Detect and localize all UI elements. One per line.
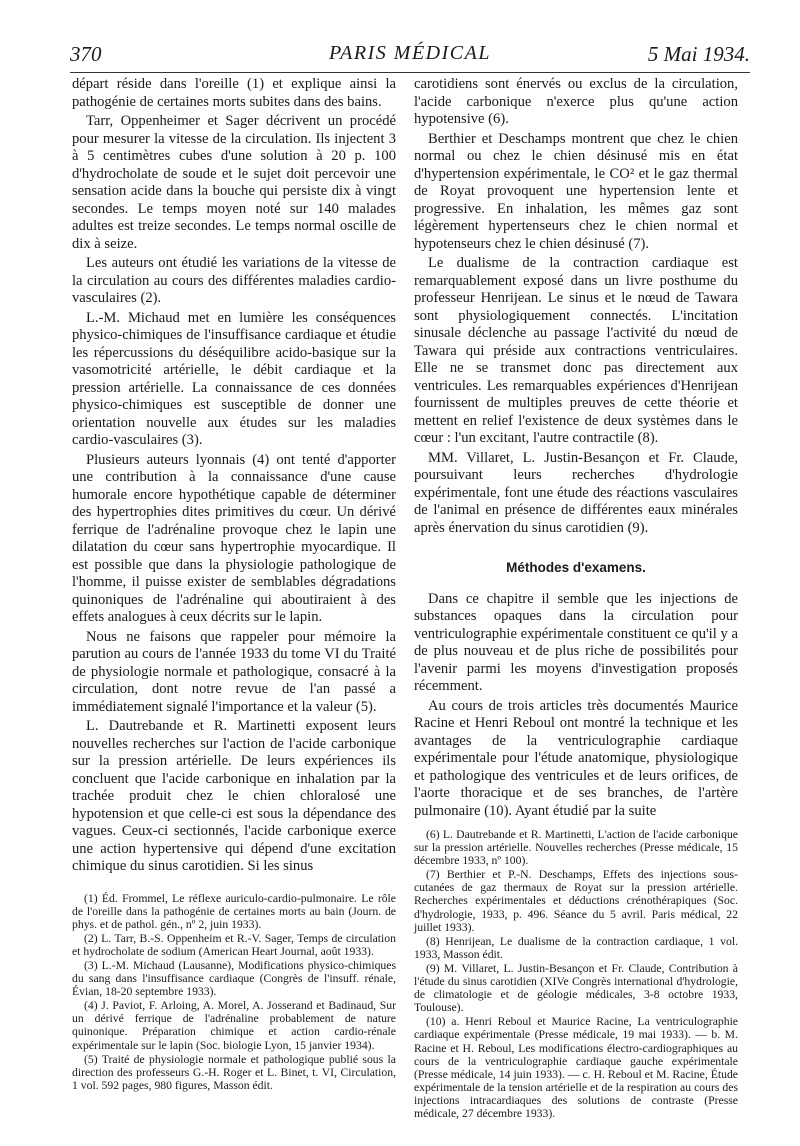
footnotes-left <box>72 892 396 1092</box>
footnote: (5) Traité de physiologie normale et pathologique publié sous la direction des professeurs G.-H. Roger et L. Binet, t. VI, Circulation, 1 vol. 592 pages, 980 figures, Masson édit. <box>72 1052 396 1092</box>
footnote: (1) Éd. Frommel, Le réflexe auriculo-cardio-pulmonaire. Le rôle de l'oreille dans la pathogénie de certaines morts au bain (Journ. de phys. et de pathol. gén., nº 2, juin 1933). <box>72 891 396 931</box>
body-paragraph: Les auteurs ont étudié les variations de la vitesse de la circulation au cours des différentes maladies cardio-vasculaires (2). <box>72 255 396 306</box>
body-paragraph: Dans ce chapitre il semble que les injections de substances opaques dans la circulation pour ventriculographie expérimentale constituent ce qu'il y a de plus nouveau et de plus riche de possibilités pour l'avenir parmi les moyens d'investigation proposés récemment. <box>414 590 738 694</box>
footnote: (4) J. Paviot, F. Arloing, A. Morel, A. Josserand et Badinaud, Sur un dérivé ferrique de l'adrénaline probablement de nature quinonique. Préparation chimique et action cardio-rénale expérimentale sur le lapin (Soc. biologie Lyon, 15 janvier 1934). <box>72 999 396 1052</box>
footnote: (7) Berthier et P.-N. Deschamps, Effets des injections sous-cutanées de gaz thermaux de Royat sur la pression artérielle. Recherches expérimentales et déductions crénothérapiques (Soc. d'hydrologie, 1933, p. 496. Séance du 5 avril. Paris médical, 22 juillet 1933). <box>414 868 738 934</box>
body-paragraph: Nous ne faisons que rappeler pour mémoire la parution au cours de l'année 1933 du tome VI du Traité de physiologie normale et pathologique, consacré à la circulation, dont notre revue de l'an passé a immédiatement signalé l'importance et la valeur (5). <box>72 628 396 715</box>
page-number: 370 <box>70 42 102 66</box>
body-paragraph: Au cours de trois articles très documentés Maurice Racine et Henri Reboul ont montré la technique et les avantages de la ventriculographie cardiaque expérimentale pour l'étude anatomique, physiologique et pathologique des ventricules et de leurs orifices, de l'aorte thoracique et de ses branches, de l'artère pulmonaire (10). Ayant étudié par la suite <box>414 697 738 819</box>
footnote: (9) M. Villaret, L. Justin-Besançon et Fr. Claude, Contribution à l'étude du sinus carotidien (XIVe Congrès international d'hydrologie, de climatologie et de géologie médicales, 3-8 octobre 1933, Toulouse). <box>414 961 738 1015</box>
body-paragraph: L. Dautrebande et R. Martinetti exposent leurs nouvelles recherches sur l'action de l'acide carbonique sur la pression artérielle. De leurs expériences ils concluent que l'acide carbonique en inhalation par la trachée produit chez le chien chloralosé une hypotension et que celle-ci est sous la dépendance des vagues. Ceux-ci sectionnés, l'acide carbonique exerce une action hypertensive qui dépend d'une excitation chimique du sinus carotidien. Si les sinus <box>72 718 396 874</box>
section-heading: Méthodes d'examens. <box>506 560 646 575</box>
body-paragraph: Berthier et Deschamps montrent que chez le chien normal ou chez le chien désinusé mis en état d'hypertension expérimentale, le CO² et le gaz thermal de Royat provoquent une hypertension lente et progressive. En inhalation, les mêmes gaz sont légèrement hypertenseurs chez le chien normal et hypotenseurs chez le chien désinusé (7). <box>414 130 738 252</box>
body-paragraph: L.-M. Michaud met en lumière les conséquences physico-chimiques de l'insuffisance cardiaque et étudie les répercussions du déséquilibre acido-basique sur la vasomotricité artérielle, le débit cardiaque et la pression artérielle. La connaissance de ces données physico-chimiques est susceptible de donner une orientation nouvelle aux études sur les maladies cardio-vasculaires (3). <box>72 309 396 448</box>
right-column <box>414 76 738 1121</box>
footnote: (3) L.-M. Michaud (Lausanne), Modifications physico-chimiques du sang dans l'insuffisance cardiaque (Congrès de l'insuff. rénale, Évian, 18-20 septembre 1933). <box>72 958 396 999</box>
footnote: (6) L. Dautrebande et R. Martinetti, L'action de l'acide carbonique sur la pression artérielle. Nouvelles recherches (Presse médicale, 15 décembre 1933, nº 100). <box>414 828 738 868</box>
page-header <box>70 40 750 73</box>
body-paragraph: Plusieurs auteurs lyonnais (4) ont tenté d'apporter une contribution à la connaissance d'une cause humorale encore hypothétique capable de déterminer des hypertrophies dites primitives du cœur. Un dérivé ferrique de l'adrénaline provoque chez le lapin une dilatation du cœur sans hypertrophie myocardique. Il est possible que dans la physiologie pathologique de l'homme, il puisse exister de semblables dégradations quinoniques de l'adrénaline qui aboutiraient à des effets analogues à ceux décrits sur le lapin. <box>72 451 396 625</box>
left-column <box>72 76 396 1093</box>
body-paragraph: MM. Villaret, L. Justin-Besançon et Fr. Claude, poursuivant leurs recherches d'hydrologie expérimentale, font une étude des réactions vasculaires de l'animal en présence de différentes eaux minérales après énervation du sinus carotidien (9). <box>414 449 738 536</box>
body-paragraph: départ réside dans l'oreille (1) et explique ainsi la pathogénie de certaines morts subites dans des bains. <box>72 76 396 110</box>
footnote: (2) L. Tarr, B.-S. Oppenheim et R.-V. Sager, Temps de circulation et hydrocholate de sodium (American Heart Journal, août 1933). <box>72 931 396 958</box>
journal-title: PARIS MÉDICAL <box>329 42 491 64</box>
body-paragraph: carotidiens sont énervés ou exclus de la circulation, l'acide carbonique n'exerce plus qu'une action hypotensive (6). <box>414 76 738 127</box>
body-paragraph: Le dualisme de la contraction cardiaque est remarquablement exposé dans un livre posthume du professeur Henrijean. Le sinus et le nœud de Tawara sont physiologiquement connectés. L'incitation sinusale déclenche au passage l'activité du nœud de Tawara qui préside aux contractions ventriculaires. Elle ne se transmet donc pas directement aux ventricules. Les remarquables expériences d'Henrijean fournissent de multiples preuves de cette théorie et mettent en relief l'existence de deux systèmes dans le cœur : l'un excitant, l'autre contractile (8). <box>414 255 738 446</box>
body-paragraph: Tarr, Oppenheimer et Sager décrivent un procédé pour mesurer la vitesse de la circulation. Ils injectent 3 à 5 centimètres cubes d'une solution à 20 p. 100 d'hydrocholate de soude et le sujet doit percevoir une sensation acide dans la bouche qui persiste dix à vingt secondes. Le temps moyen noté sur 140 malades adultes est treize secondes. Le temps normal oscille de dix à seize. <box>72 113 396 252</box>
footnote: (8) Henrijean, Le dualisme de la contraction cardiaque, 1 vol. 1933, Masson édit. <box>414 934 738 961</box>
footnotes-right <box>414 828 738 1120</box>
issue-date: 5 Mai 1934. <box>647 42 750 66</box>
footnote: (10) a. Henri Reboul et Maurice Racine, La ventriculographie cardiaque expérimentale (Presse médicale, 19 mai 1933). — b. M. Racine et H. Reboul, Les modifications électro-cardiographiques au cours de la ventriculographie cardiaque gauche expérimentale (Presse médicale, 14 juin 1933). — c. H. Reboul et M. Racine, Étude expérimentale de la tension artérielle et de la respiration au cours des injections intracardiaques des solutions de contraste (Presse médicale, 27 décembre 1933). <box>414 1015 738 1120</box>
